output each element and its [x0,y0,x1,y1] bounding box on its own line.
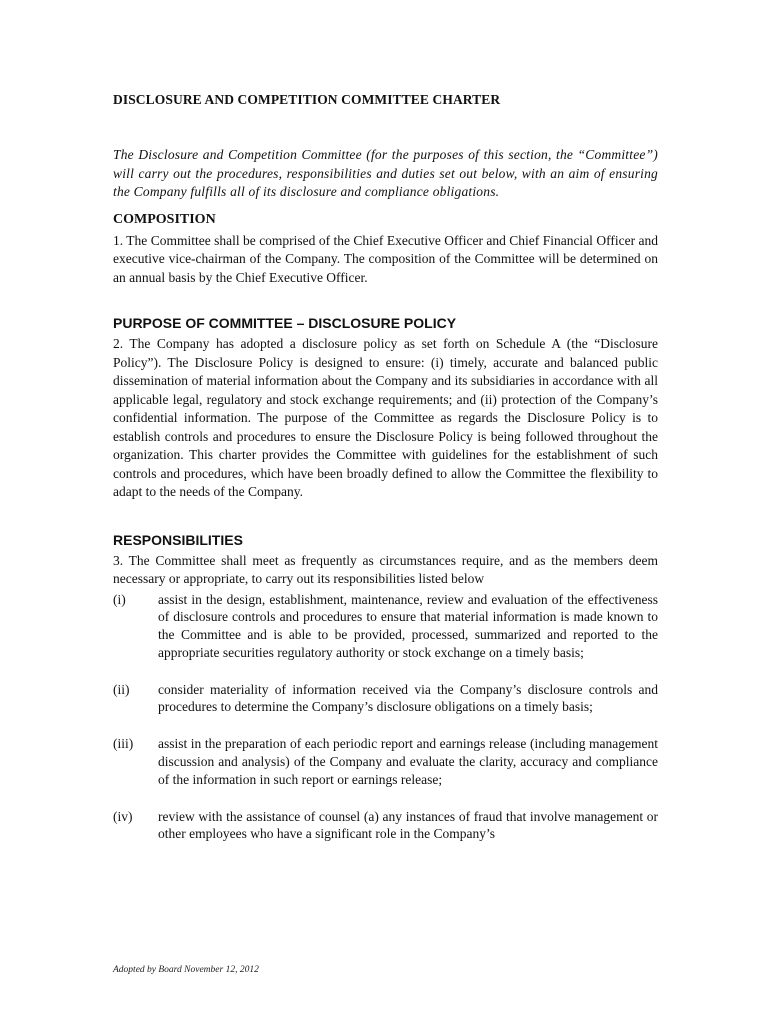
purpose-heading: PURPOSE OF COMMITTEE – DISCLOSURE POLICY [113,315,457,331]
list-item-marker: (iii) [113,736,134,752]
responsibilities-list [113,591,658,844]
list-item-text: consider materiality of information received via the Company’s disclosure controls and procedures to determine the Company’s disclosure obligations on a timely basis; [158,681,658,715]
list-item [113,735,658,788]
list-item-marker: (i) [113,591,126,607]
list-item-text: assist in the design, establishment, maintenance, review and evaluation of the effectiveness of disclosure controls and procedures to ensure that material information is made known to the Committee and is able to be provided, processed, summarized and reported to the appropriate securities regulatory authority or stock exchange on a timely basis; [158,591,658,660]
list-item [113,591,658,662]
composition-paragraph: 1. The Committee shall be comprised of the Chief Executive Officer and Chief Financial Officer and executive vice-chairman of the Company. The composition of the Committee will be determined on an annual basis by the Chief Executive Officer. [113,232,658,285]
responsibilities-section [113,532,658,844]
document-title: DISCLOSURE AND COMPETITION COMMITTEE CHARTER [113,92,501,107]
list-item-marker: (ii) [113,681,130,697]
purpose-paragraph: 2. The Company has adopted a disclosure policy as set forth on Schedule A (the “Disclosure Policy”). The Disclosure Policy is designed to ensure: (i) timely, accurate and balanced public dissemination of material information about the Company and its subsidiaries in accordance with all applicable legal, regulatory and stock exchange requirements; and (ii) protection of the Company’s confidential information. The purpose of the Committee as regards the Disclosure Policy is to establish controls and procedures to ensure the Disclosure Policy is being followed throughout the organization. This charter provides the Committee with guidelines for the establishment of such controls and procedures, which have been broadly defined to allow the Committee the flexibility to adapt to the needs of the Company. [113,336,658,499]
list-item-text: assist in the preparation of each periodic report and earnings release (including management discussion and analysis) of the Company and evaluate the clarity, accuracy and compliance of the information in such report or earnings release; [158,736,658,787]
composition-heading: COMPOSITION [113,211,216,227]
intro-paragraph: The Disclosure and Competition Committee (for the purposes of this section, the “Committee”) will carry out the procedures, responsibilities and duties set out below, with an aim of ensuring the Company fulfills all of its disclosure and compliance obligations. [113,147,658,199]
list-item [113,808,658,844]
page-footer: Adopted by Board November 12, 2012 [113,965,259,975]
responsibilities-heading: RESPONSIBILITIES [113,531,243,548]
document-page [113,92,658,862]
list-item-marker: (iv) [113,808,133,824]
purpose-section [113,315,658,502]
list-item-text: review with the assistance of counsel (a) any instances of fraud that involve management or other employees who have a significant role in the Company’s [158,808,658,842]
responsibilities-paragraph: 3. The Committee shall meet as frequently as circumstances require, and as the members deem necessary or appropriate, to carry out its responsibilities listed below [113,552,658,586]
composition-section [113,212,658,288]
list-item [113,681,658,717]
